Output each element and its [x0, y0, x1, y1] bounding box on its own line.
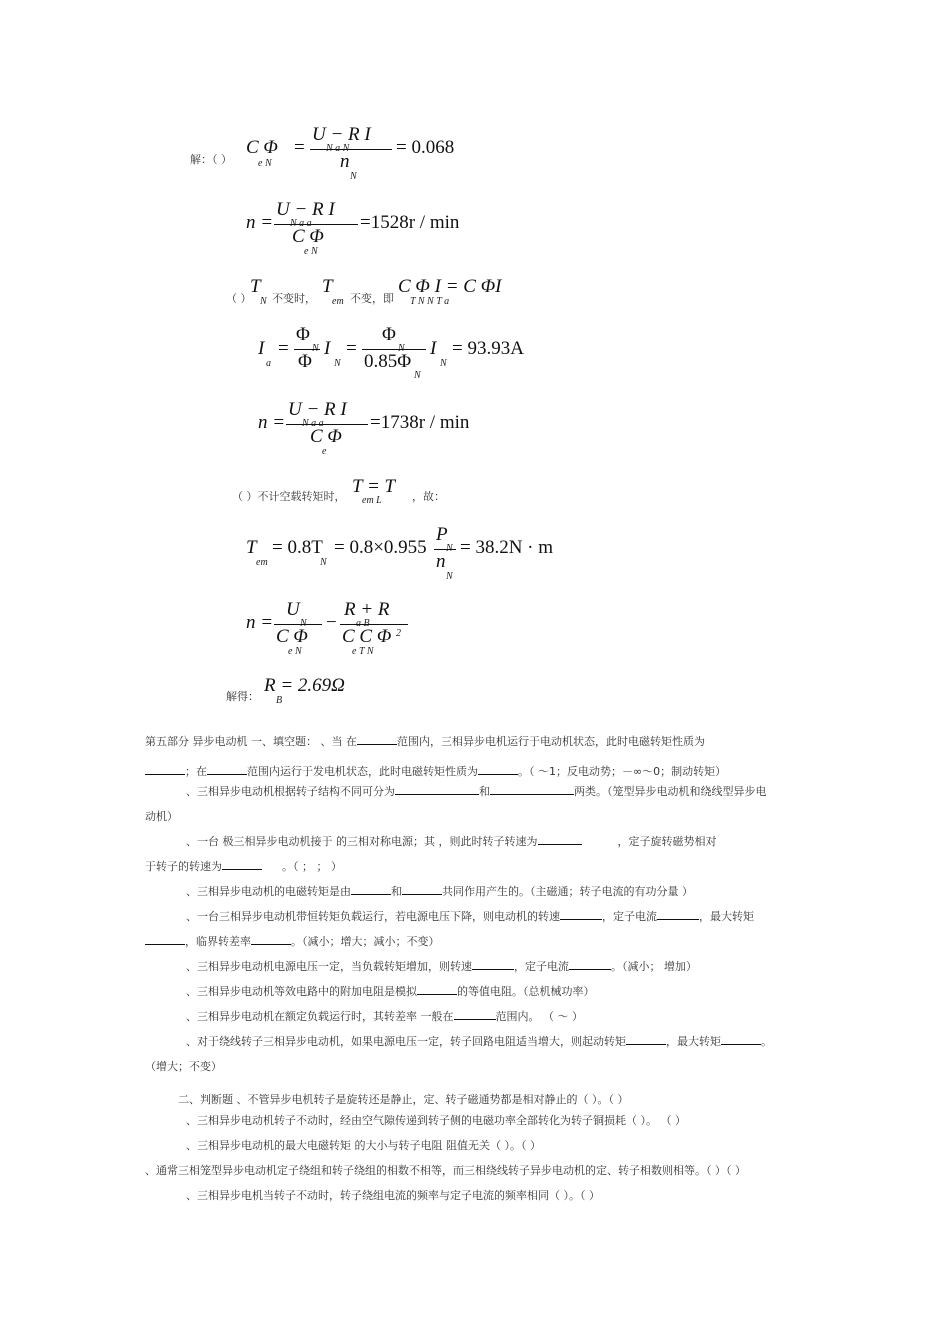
- eq6-lhs: n =: [246, 612, 274, 633]
- eq5-mid2: = 0.8×0.955: [334, 537, 427, 558]
- eq1-numerator: U − R I: [312, 124, 371, 145]
- eq6-f1-num: U: [286, 599, 300, 620]
- q5-text-e: 。（减小；增大；减小；不变）: [291, 935, 440, 948]
- result-label: 解得：: [226, 690, 259, 703]
- part2-text-1: 不变时，: [272, 292, 316, 305]
- section5-line5: [186, 833, 717, 849]
- blank[interactable]: [657, 909, 699, 920]
- judge-item-3: 、三相异步电动机的最大电磁转矩 的大小与转子电阻 阻值无关（ ）。（ ）: [186, 1139, 541, 1152]
- eq5-denominator: n: [436, 551, 446, 572]
- q1-text-a: 范围内，三相异步电机运行于电动机状态，此时电磁转矩性质为: [397, 735, 705, 748]
- q8-text-a: 、三相异步电动机在额定负载运行时，其转差率 一般在: [186, 1010, 454, 1023]
- eq2-denominator: C Φ: [292, 226, 324, 247]
- section5-line1: [145, 733, 705, 749]
- eq6-f2-den-sub: e T N: [352, 646, 374, 657]
- eq5-denominator-sub: N: [446, 571, 453, 582]
- eq3-eq1: =: [278, 338, 289, 359]
- q7-text-b: 的等值电阻。（总机械功率）: [457, 985, 595, 998]
- q9-text-a: 、对于绕线转子三相异步电动机，如果电源电压一定，转子回路电阻适当增大，则起动转矩: [186, 1035, 626, 1048]
- section5-line7: [186, 883, 693, 899]
- q3-text-b: ，定子旋转磁势相对: [617, 835, 717, 848]
- eq6-f1-den: C Φ: [276, 626, 308, 647]
- eq3-I2: I: [430, 338, 437, 359]
- eq3-f1-num: Φ: [296, 324, 310, 345]
- judge-item-4: 、通常三相笼型异步电动机定子绕组和转子绕组的相数不相等，而三相绕线转子异步电动机的定、转子相数则相等。（ ）（ ）: [145, 1164, 746, 1177]
- q5-text-b: ，定子电流: [602, 910, 657, 923]
- eq6-f2-den: C C Φ: [342, 626, 392, 647]
- section5-line12: [186, 1008, 583, 1024]
- eq6-minus: −: [326, 612, 337, 633]
- q1-text-d: 。（ ～1；反电动势；－∞～0；制动转矩）: [518, 765, 727, 778]
- blank[interactable]: [417, 984, 457, 995]
- eq3-f2-bar: [362, 349, 426, 350]
- eq2-denominator-sub: e N: [304, 246, 318, 257]
- eq3-lhs-sub: a: [266, 358, 271, 369]
- eq1-fraction-bar: [310, 149, 392, 150]
- solution-label: 解：（ ）: [190, 153, 232, 166]
- blank[interactable]: [626, 1034, 666, 1045]
- q2-text-a: 、三相异步电动机根据转子结构不同可分为: [186, 785, 395, 798]
- eq4-lhs: n =: [258, 412, 286, 433]
- q6-text-b: ，定子电流: [514, 960, 569, 973]
- q7-text-a: 、三相异步电动机等效电路中的附加电阻是模拟: [186, 985, 417, 998]
- eq5-lhs-sub: em: [256, 557, 268, 568]
- eq5-mid: = 0.8T: [272, 537, 323, 558]
- q5-text-d: ，临界转差率: [185, 935, 251, 948]
- q3-text-c: 于转子的转速为: [145, 860, 222, 873]
- q5-text-a: 、一台三相异步电动机带恒转矩负载运行，若电源电压下降，则电动机的转速: [186, 910, 560, 923]
- eq2-numerator: U − R I: [276, 199, 335, 220]
- eq1-lhs: C Φ: [246, 137, 278, 158]
- blank[interactable]: [222, 859, 262, 870]
- q8-text-b: 范围内。 （ ～ ）: [495, 1010, 583, 1023]
- eq2-fraction-bar: [274, 224, 358, 225]
- eq3-I-sub: N: [334, 358, 341, 369]
- q3-text-a: 、一台 极三相异步电动机接于 的三相对称电源；其 ，则此时转子转速为: [186, 835, 538, 848]
- blank[interactable]: [721, 1034, 761, 1045]
- result-eq-sub: B: [276, 695, 283, 706]
- q3-text-d: 。（ ； ； ）: [282, 860, 342, 873]
- eq3-f2-num: Φ: [382, 324, 396, 345]
- eq1-denominator-sub: N: [350, 171, 357, 182]
- eq3-f1-bar: [294, 349, 320, 350]
- eq5-fraction-bar: [434, 549, 456, 550]
- q6-text-a: 、三相异步电动机电源电压一定，当负载转矩增加，则转速: [186, 960, 472, 973]
- blank[interactable]: [357, 734, 397, 745]
- eq6-f1-bar: [274, 624, 322, 625]
- section5-line9: [145, 933, 440, 949]
- part2-eq: C Φ I = C ΦI: [398, 276, 502, 297]
- section5-heading: 第五部分 异步电动机 一、填空题： 、当 在: [145, 735, 357, 748]
- blank[interactable]: [560, 909, 602, 920]
- eq1-denominator: n: [340, 151, 350, 172]
- eq6-f2-den-sup: 2: [396, 628, 401, 639]
- q2-text-c: 两类。（笼型异步电动机和绕线型异步电: [574, 785, 767, 798]
- blank[interactable]: [251, 934, 291, 945]
- eq4-denominator: C Φ: [310, 426, 342, 447]
- part2-T: T: [250, 276, 261, 297]
- eq1-lhs-sub: e N: [258, 158, 272, 169]
- judge-item-2: 、三相异步电动机转子不动时，经由空气隙传递到转子侧的电磁功率全部转化为转子铜损耗（ ）。 （ ）: [186, 1114, 686, 1127]
- eq3-f1-den: Φ: [298, 351, 312, 372]
- section5-line6: [145, 858, 342, 874]
- blank[interactable]: [145, 764, 185, 775]
- part3-eq-sub: em L: [362, 495, 382, 506]
- part2-Tem: T: [322, 276, 333, 297]
- part2-label: （ ）: [226, 292, 252, 305]
- section5-line8: [186, 908, 754, 924]
- eq4-denominator-sub: e: [322, 446, 327, 457]
- eq6-f1-den-sub: e N: [288, 646, 302, 657]
- section5-line11: [186, 983, 595, 999]
- blank[interactable]: [472, 959, 514, 970]
- judge-item-1: 二、判断题 、不管异步电机转子是旋转还是静止，定、转子磁通势都是相对静止的（ ）。（ ）: [178, 1093, 629, 1106]
- section5-line3: [186, 783, 767, 799]
- q4-text-c: 共同作用产生的。（主磁通；转子电流的有功分量 ）: [442, 885, 693, 898]
- q9-text-c: 。: [761, 1035, 772, 1048]
- section5-line13: [186, 1033, 772, 1049]
- q1-text-c: 范围内运行于发电机状态，此时电磁转矩性质为: [247, 765, 478, 778]
- blank[interactable]: [569, 959, 611, 970]
- eq4-fraction-bar: [286, 424, 368, 425]
- q2-text-d: 动机）: [145, 810, 178, 823]
- section5-line2: [145, 763, 726, 779]
- blank[interactable]: [454, 1009, 496, 1020]
- section5-line10: [186, 958, 697, 974]
- q4-text-a: 、三相异步电动机的电磁转矩是由: [186, 885, 351, 898]
- blank[interactable]: [207, 764, 247, 775]
- q1-text-b: ；在: [185, 765, 207, 778]
- eq3-lhs: I: [258, 338, 265, 359]
- judge-item-5: 、三相异步电机当转子不动时，转子绕组电流的频率与定子电流的频率相同（ ）。（ ）: [186, 1189, 600, 1202]
- eq5-numerator: P: [436, 524, 448, 545]
- eq5-result: = 38.2N · m: [460, 537, 554, 558]
- blank[interactable]: [490, 784, 574, 795]
- eq3-eq2: =: [346, 338, 357, 359]
- blank[interactable]: [478, 764, 518, 775]
- part3-label: （ ）不计空载转矩时，: [232, 490, 346, 503]
- eq1-result: = 0.068: [396, 137, 455, 158]
- blank[interactable]: [395, 784, 479, 795]
- eq3-I2-sub: N: [440, 358, 447, 369]
- eq6-f2-num: R + R: [344, 599, 390, 620]
- eq6-f2-bar: [340, 624, 408, 625]
- part3-eq: T = T: [352, 476, 396, 497]
- q2-text-b: 和: [479, 785, 490, 798]
- eq3-f2-den-sub: N: [414, 370, 421, 381]
- eq3-f2-den: 0.85Φ: [364, 351, 412, 372]
- part2-text-2: 不变，即: [350, 292, 394, 305]
- part2-T-sub: N: [260, 296, 267, 307]
- blank[interactable]: [538, 834, 582, 845]
- eq2-lhs: n =: [246, 212, 274, 233]
- part2-Tem-sub: em: [332, 296, 344, 307]
- q5-text-c: ，最大转矩: [699, 910, 754, 923]
- eq5-mid-sub: N: [320, 557, 327, 568]
- eq5-lhs: T: [246, 537, 257, 558]
- part3-tail: ，故：: [412, 490, 445, 503]
- eq4-result: =1738r / min: [370, 412, 470, 433]
- q9-text-b: ，最大转矩: [666, 1035, 721, 1048]
- eq2-result: =1528r / min: [360, 212, 460, 233]
- q9-text-d: （增大；不变）: [145, 1060, 222, 1073]
- eq1-equals: =: [294, 137, 305, 158]
- blank[interactable]: [145, 934, 185, 945]
- eq3-I: I: [324, 338, 331, 359]
- q4-text-b: 和: [391, 885, 402, 898]
- eq4-numerator: U − R I: [288, 399, 347, 420]
- part2-eq-subs: T N N T a: [410, 296, 450, 307]
- blank[interactable]: [402, 884, 442, 895]
- q6-text-c: 。（减小； 增加）: [611, 960, 697, 973]
- blank[interactable]: [351, 884, 391, 895]
- eq3-result: = 93.93A: [452, 338, 524, 359]
- result-eq: R = 2.69Ω: [264, 675, 345, 696]
